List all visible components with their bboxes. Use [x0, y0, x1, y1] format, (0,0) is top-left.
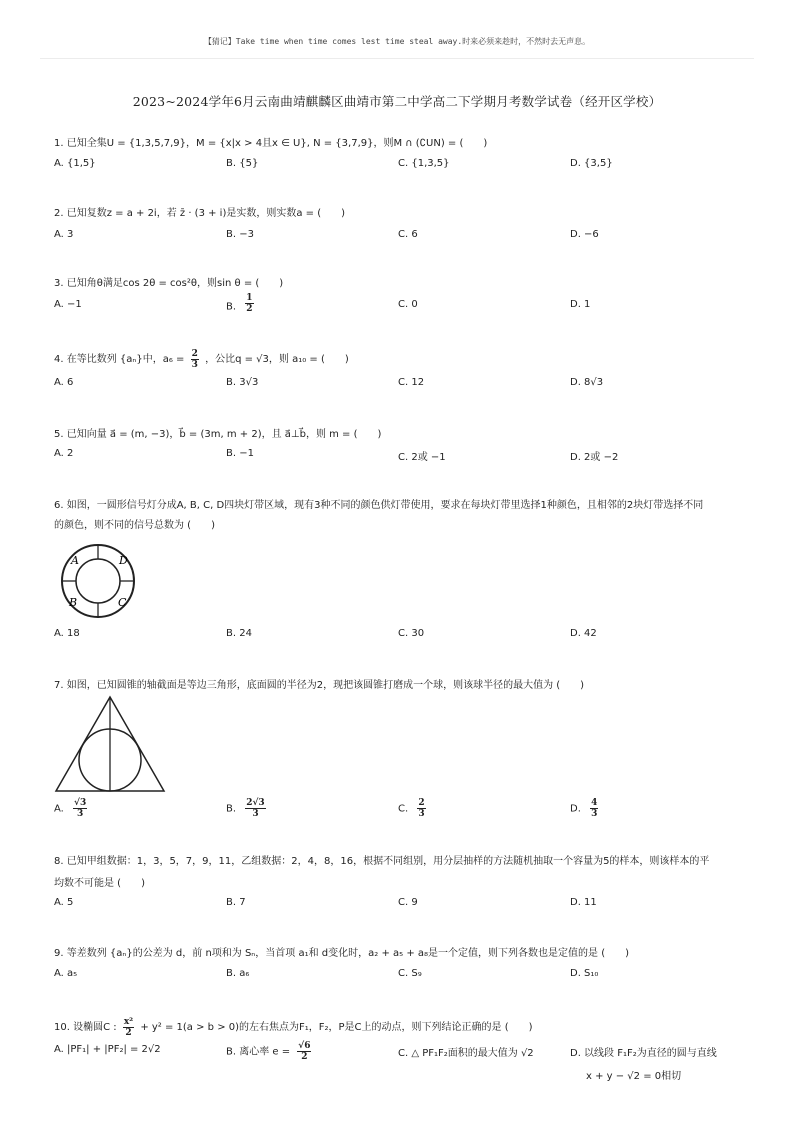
option-a[interactable]: A. −1 [54, 299, 82, 310]
question-2-options [54, 229, 744, 249]
question-10-stem-fraction [123, 1017, 134, 1038]
option-d-fraction [590, 798, 598, 819]
inner-circle [76, 559, 120, 603]
fraction-numerator: 2 [191, 348, 198, 359]
question-8-stem-line1: 8. 已知甲组数据：1，3，5，7，9，11，乙组数据：2，4，8，16，根据不同组别，用分层抽样的方法随机抽取一个容量为5的样本，则该样本的平 [54, 856, 710, 867]
option-c[interactable]: C. 6 [398, 229, 418, 240]
fraction-denominator: 2 [301, 1052, 308, 1062]
option-a[interactable] [54, 798, 87, 819]
option-b[interactable]: B. −3 [226, 229, 254, 240]
option-d[interactable]: D. 1 [570, 299, 591, 310]
fraction-numerator: 4 [591, 798, 598, 808]
option-a[interactable]: A. 18 [54, 628, 80, 639]
question-10-stem-prefix: 10. 设椭圆C : [54, 1022, 117, 1033]
question-6-stem-line1: 6. 如图，一圆形信号灯分成A, B, C, D四块灯带区域，现有3种不同的颜色供灯带使用，要求在每块灯带里选择1种颜色，且相邻的2块灯带选择不同 [54, 500, 704, 511]
region-label-d: D [119, 554, 128, 567]
option-b-fraction [245, 798, 265, 819]
option-d[interactable]: D. S₁₀ [570, 968, 599, 979]
question-6-stem-line2: 的颜色，则不同的信号总数为 ( ) [54, 520, 215, 531]
question-10-stem [54, 1016, 744, 1039]
option-c[interactable]: C. {1,3,5} [398, 158, 450, 169]
region-label-a: A [71, 554, 79, 567]
question-4-stem [54, 348, 744, 371]
question-3-options [54, 293, 744, 319]
option-b-fraction [297, 1041, 311, 1062]
question-7-stem: 7. 如图，已知圆锥的轴截面是等边三角形，底面圆的半径为2，现把该圆锥打磨成一个球，则该球半径的最大值为 ( ) [54, 680, 585, 691]
fraction-denominator: 3 [418, 809, 425, 819]
question-7-options [54, 798, 744, 826]
fraction-denominator: 3 [191, 359, 198, 370]
option-b-label: B. [226, 301, 237, 313]
option-d-line1: D. 以线段 F₁F₂为直径的圆与直线 [570, 1048, 717, 1059]
option-a-label: A. [54, 803, 64, 815]
option-b-label: B. 离心率 e = [226, 1046, 291, 1058]
question-8-stem-line2: 均数不可能是 ( ) [54, 878, 145, 889]
option-a-fraction [73, 798, 87, 819]
fraction-denominator: 3 [252, 809, 259, 819]
option-b[interactable]: B. {5} [226, 158, 259, 169]
option-b[interactable]: B. 7 [226, 897, 246, 908]
question-5-options [54, 448, 744, 468]
option-b[interactable] [226, 293, 254, 314]
option-c[interactable]: C. S₉ [398, 968, 422, 979]
question-9-options [54, 968, 744, 988]
question-5-stem: 5. 已知向量 a⃗ = (m, −3)，b⃗ = (3m, m + 2)，且 a⃗⊥b⃗，则 m = ( ) [54, 429, 382, 440]
option-d[interactable]: D. 11 [570, 897, 597, 908]
option-a[interactable]: A. 6 [54, 377, 74, 388]
option-c[interactable]: C. 12 [398, 377, 425, 388]
option-c[interactable]: C. △ PF₁F₂面积的最大值为 √2 [398, 1048, 534, 1059]
option-c[interactable]: C. 0 [398, 299, 418, 310]
fraction-denominator: 2 [246, 304, 253, 314]
option-b-fraction [245, 293, 253, 314]
option-d[interactable]: D. −6 [570, 229, 599, 240]
option-b[interactable] [226, 798, 266, 819]
signal-light-figure [52, 542, 146, 622]
option-b-label: B. [226, 803, 237, 815]
exam-title: 2023~2024学年6月云南曲靖麒麟区曲靖市第二中学高二下学期月考数学试卷（经开区学校） [132, 94, 662, 109]
option-a[interactable]: A. 2 [54, 448, 74, 459]
question-4-stem-prefix: 4. 在等比数列 {aₙ}中，a₆ = [54, 354, 185, 365]
question-4-stem-suffix: ，公比q = √3，则 a₁₀ = ( ) [205, 354, 349, 365]
question-10-stem-suffix: + y² = 1(a > b > 0)的左右焦点为F₁，F₂，P是C上的动点，则下列结论正确的是 ( ) [140, 1022, 533, 1033]
option-d-line2: x + y − √2 = 0相切 [586, 1071, 682, 1082]
question-9-stem: 9. 等差数列 {aₙ}的公差为 d，前 n项和为 Sₙ，当首项 a₁和 d变化时，a₂ + a₅ + a₈是一个定值，则下列各数也是定值的是 ( ) [54, 948, 629, 959]
option-a[interactable]: A. {1,5} [54, 158, 96, 169]
question-1-options [54, 158, 744, 178]
option-b[interactable] [226, 1041, 311, 1062]
region-label-b: B [69, 596, 78, 609]
fraction-numerator: √6 [298, 1041, 311, 1051]
option-c[interactable]: C. 30 [398, 628, 425, 639]
header-divider [40, 58, 754, 59]
option-d[interactable]: D. 8√3 [570, 377, 604, 388]
fraction-numerator: 2 [418, 798, 425, 808]
question-10-options [54, 1041, 744, 1086]
option-a[interactable]: A. 3 [54, 229, 74, 240]
option-d-label: D. [570, 803, 581, 815]
option-c-label: C. [398, 803, 409, 815]
option-b[interactable]: B. 3√3 [226, 377, 259, 388]
option-c[interactable]: C. 2或 −1 [398, 452, 446, 463]
fraction-numerator: √3 [74, 798, 87, 808]
fraction-numerator: x² [123, 1016, 134, 1027]
option-a[interactable]: A. a₅ [54, 968, 78, 979]
question-2-stem: 2. 已知复数z = a + 2i，若 z̄ · (3 + i)是实数，则实数a = ( ) [54, 208, 346, 219]
fraction-denominator: 2 [125, 1027, 132, 1038]
fraction-denominator: 3 [591, 809, 598, 819]
fraction-numerator: 2√3 [246, 798, 265, 808]
region-label-c: C [118, 596, 127, 609]
question-8-options [54, 897, 744, 917]
option-b[interactable]: B. −1 [226, 448, 254, 459]
option-c-fraction [417, 798, 425, 819]
option-d[interactable]: D. {3,5} [570, 158, 613, 169]
cone-section-figure [52, 694, 170, 796]
header-banner: 【猜记】Take time when time comes lest time steal away.时来必须来趁时，不然时去无声息。 [203, 37, 591, 46]
option-c[interactable]: C. 9 [398, 897, 418, 908]
fraction-numerator: 1 [246, 293, 253, 303]
question-4-stem-fraction [191, 349, 199, 370]
option-d[interactable] [570, 798, 598, 819]
option-b[interactable]: B. 24 [226, 628, 252, 639]
option-b[interactable]: B. a₆ [226, 968, 250, 979]
question-3-stem: 3. 已知角θ满足cos 2θ = cos²θ，则sin θ = ( ) [54, 278, 284, 289]
option-c[interactable] [398, 798, 426, 819]
question-1-stem: 1. 已知全集U = {1,3,5,7,9}，M = {x|x > 4且x ∈ U}, N = {3,7,9}，则M ∩ (∁UN) = ( ) [54, 138, 488, 149]
question-4-options [54, 377, 744, 397]
option-d[interactable]: D. 42 [570, 628, 597, 639]
option-d[interactable]: D. 2或 −2 [570, 452, 619, 463]
question-6-options [54, 628, 744, 648]
fraction-denominator: 3 [76, 809, 84, 819]
option-a[interactable]: A. 5 [54, 897, 74, 908]
option-d[interactable] [570, 1044, 717, 1082]
option-a[interactable]: A. |PF₁| + |PF₂| = 2√2 [54, 1044, 161, 1055]
